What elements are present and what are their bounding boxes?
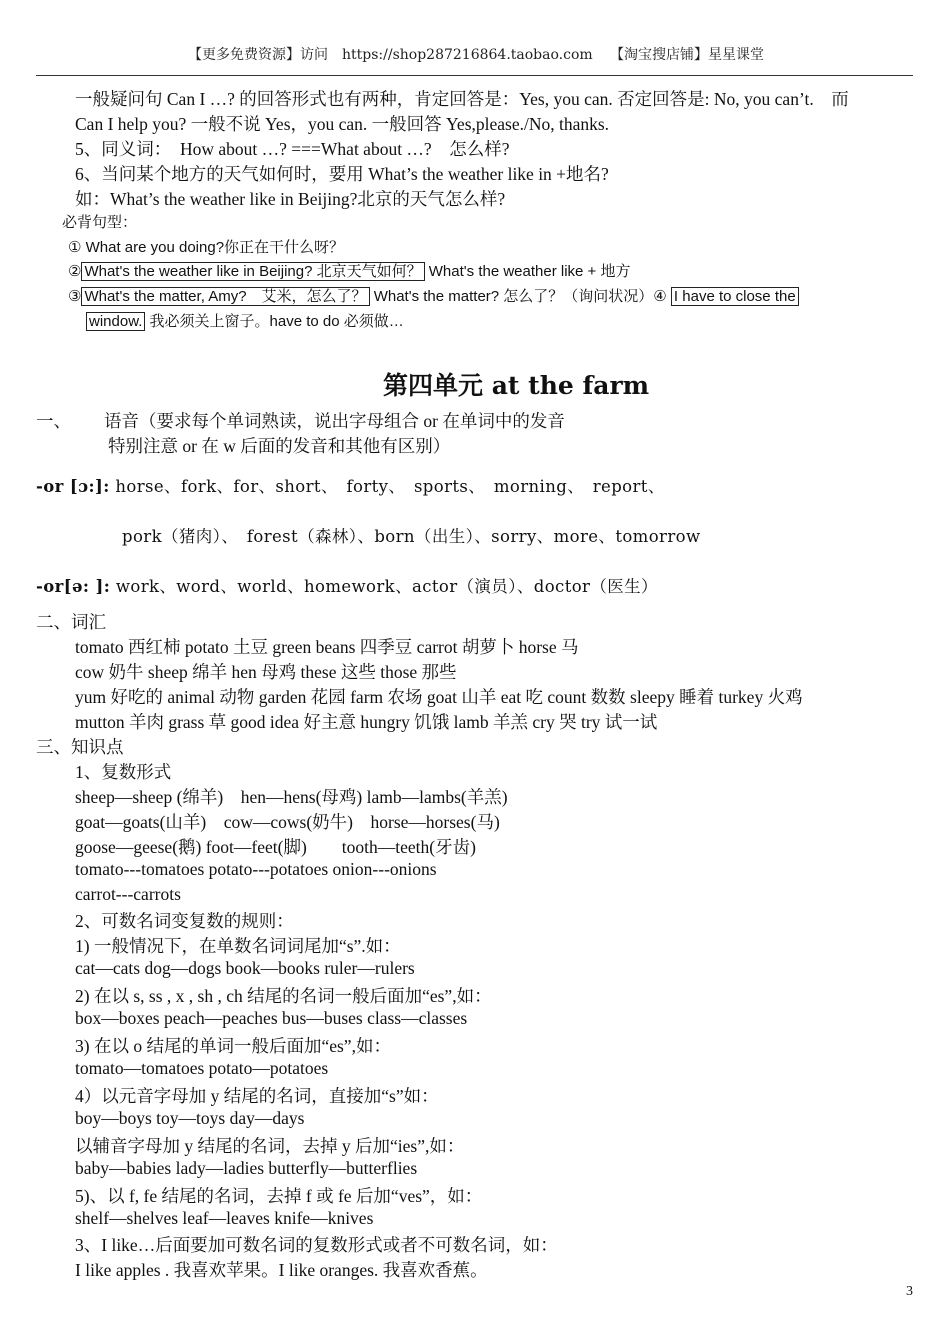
vocab-line: yum 好吃的 animal 动物 garden 花园 farm 农场 goat 山羊 eat 吃 count 数数 sleepy 睡着 turkey 火鸡 — [75, 687, 803, 707]
knowledge-line: 3) 在以 o 结尾的单词一般后面加“es”,如： — [75, 1036, 391, 1056]
sentence-3 — [68, 285, 799, 306]
sentence-4-boxed-end: window. — [86, 312, 145, 331]
phonics-er-words: work、word、world、homework、actor（演员）、doctor（医生） — [110, 577, 658, 596]
phonics-or-words: horse、fork、for、short、 forty、 sports、 morning、 report、 — [109, 477, 665, 496]
sentence-3-mid: What's the matter? 怎么了？（询问状况）④ — [369, 288, 671, 305]
knowledge-line: cat—cats dog—dogs book—books ruler—rulers — [75, 958, 415, 978]
knowledge-line: goose—geese(鹅) foot—feet(脚) tooth—teeth(牙齿) — [75, 837, 476, 857]
intro-line: 一般疑问句 Can I …? 的回答形式也有两种，肯定回答是：Yes, you can. 否定回答是: No, you can’t. 而 — [75, 89, 849, 109]
section-2-title: 二、词汇 — [36, 612, 106, 632]
section-1-line: 语音（要求每个单词熟读，说出字母组合 or 在单词中的发音 — [104, 411, 565, 431]
knowledge-line: goat—goats(山羊) cow—cows(奶牛) horse—horses(马) — [75, 812, 500, 832]
phonics-er-line — [36, 573, 658, 597]
knowledge-line: 1) 一般情况下，在单数名词词尾加“s”.如： — [75, 936, 401, 956]
knowledge-line: baby—babies lady—ladies butterfly—butterflies — [75, 1158, 418, 1178]
section-1-number: 一、 — [36, 411, 71, 431]
knowledge-line: 2) 在以 s, ss , x , sh , ch 结尾的名词一般后面加“es”,如： — [75, 986, 492, 1006]
sentence-3-number: ③ — [68, 288, 82, 305]
section-1-line: 特别注意 or 在 w 后面的发音和其他有区别） — [108, 436, 451, 456]
unit-title: 第四单元 at the farm — [383, 371, 650, 400]
knowledge-line: 5)、以 f, fe 结尾的名词，去掉 f 或 fe 后加“ves”，如： — [75, 1186, 483, 1206]
phonics-or-words-2: pork（猪肉）、 forest（森林）、born（出生）、sorry、more、tomorrow — [122, 527, 701, 546]
knowledge-line: carrot---carrots — [75, 884, 181, 904]
knowledge-line: 1、复数形式 — [75, 762, 172, 782]
knowledge-line: sheep—sheep (绵羊) hen—hens(母鸡) lamb—lambs(羊羔) — [75, 787, 508, 807]
knowledge-line: 2、可数名词变复数的规则： — [75, 911, 294, 931]
knowledge-line: 4）以元音字母加 y 结尾的名词，直接加“s”如： — [75, 1086, 439, 1106]
sentence-2-number: ② — [68, 263, 82, 280]
knowledge-line: 以辅音字母加 y 结尾的名词，去掉 y 后加“ies”,如： — [75, 1136, 465, 1156]
vocab-line: mutton 羊肉 grass 草 good idea 好主意 hungry 饥饿 lamb 羊羔 cry 哭 try 试一试 — [75, 712, 658, 732]
must-recite-heading: 必背句型： — [62, 214, 138, 231]
header-divider — [36, 75, 913, 76]
intro-line: Can I help you? 一般不说 Yes，you can. 一般回答 Yes,please./No, thanks. — [75, 114, 610, 134]
intro-line: 6、当问某个地方的天气如何时，要用 What’s the weather like in +地名? — [75, 164, 609, 184]
vocab-line: cow 奶牛 sheep 绵羊 hen 母鸡 these 这些 those 那些 — [75, 662, 457, 682]
intro-line: 如：What’s the weather like in Beijing?北京的天气怎么样? — [75, 189, 506, 209]
page-number: 3 — [906, 1284, 913, 1299]
header-right-text: 【淘宝搜店铺】星星课堂 — [610, 47, 764, 63]
knowledge-line: 3、I like…后面要加可数名词的复数形式或者不可数名词，如： — [75, 1235, 558, 1255]
knowledge-line: tomato---tomatoes potato---potatoes onion---onions — [75, 859, 437, 879]
sentence-4-rest: 我必须关上窗子。have to do 必须做… — [145, 313, 404, 330]
sentence-4 — [86, 310, 404, 331]
vocab-line: tomato 西红柿 potato 土豆 green beans 四季豆 carrot 胡萝卜 horse 马 — [75, 637, 579, 657]
sentence-2 — [68, 260, 630, 281]
sentence-1: ① What are you doing?你正在干什么呀？ — [68, 239, 345, 256]
phonics-or-label: -or [ɔ:]: — [36, 477, 110, 496]
header-left-text: 【更多免费资源】访问 https://shop287216864.taobao.com — [188, 47, 593, 63]
knowledge-line: shelf—shelves leaf—leaves knife—knives — [75, 1208, 374, 1228]
sentence-2-rest: What's the weather like + 地方 — [424, 263, 631, 280]
knowledge-line: box—boxes peach—peaches bus—buses class—classes — [75, 1008, 468, 1028]
section-3-title: 三、知识点 — [36, 737, 124, 757]
knowledge-line: I like apples . 我喜欢苹果。I like oranges. 我喜欢香蕉。 — [75, 1260, 488, 1280]
sentence-3-boxed: What's the matter, Amy? 艾米，怎么了？ — [81, 287, 369, 306]
knowledge-line: tomato—tomatoes potato—potatoes — [75, 1058, 329, 1078]
phonics-or-line — [36, 473, 665, 497]
sentence-2-boxed: What's the weather like in Beijing? 北京天气如何？ — [81, 262, 424, 281]
sentence-4-boxed-start: I have to close the — [671, 287, 799, 306]
phonics-er-label: -or[ə: ]: — [36, 577, 111, 596]
intro-line: 5、同义词： How about …? ===What about …? 怎么样? — [75, 139, 510, 159]
knowledge-line: boy—boys toy—toys day—days — [75, 1108, 305, 1128]
